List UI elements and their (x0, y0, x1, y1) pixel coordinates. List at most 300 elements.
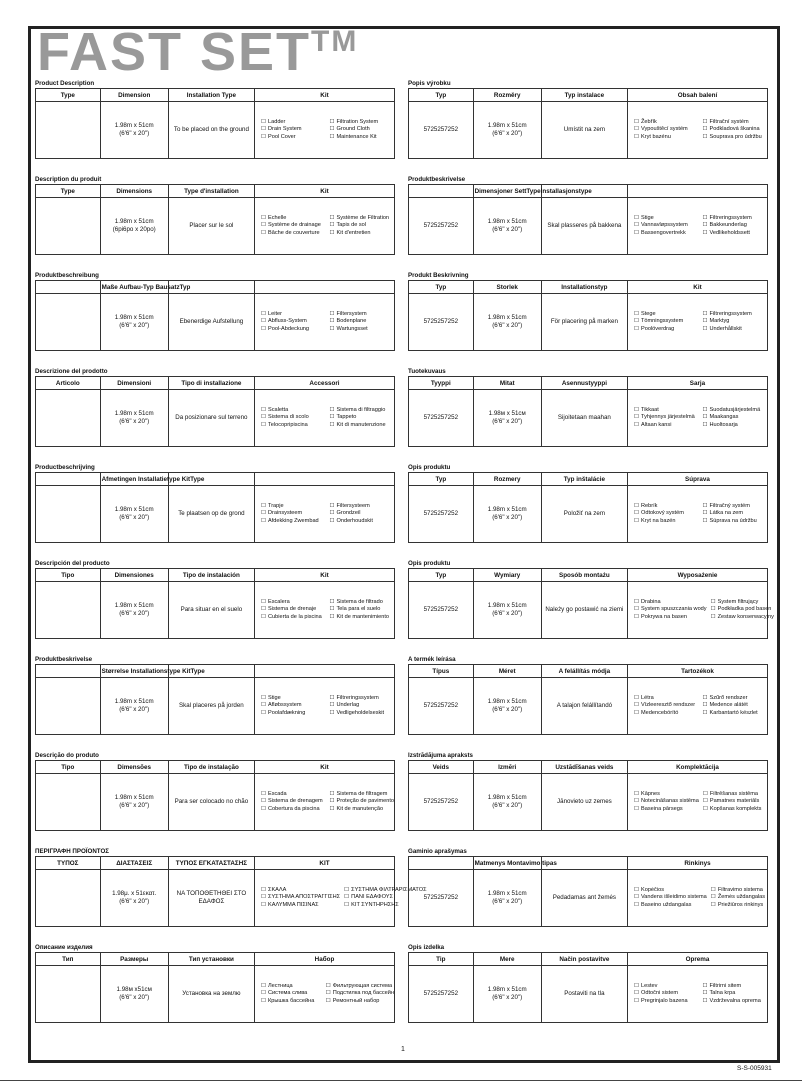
block-heading: ΠΕΡΙΓΡΑΦΗ ΠΡΟΪΟΝΤΟΣ (35, 848, 109, 855)
kit-item: ☐ Baseino uždangalas (634, 902, 707, 909)
kit-item: ☐ Telocopripiscina (261, 422, 326, 429)
installation-cell: Para situar en el suelo (168, 582, 254, 639)
column-header (254, 281, 394, 294)
product-block (408, 655, 768, 751)
header-row (36, 89, 395, 102)
kit-cell (254, 486, 394, 543)
kit-item: ☐ Подстилка под бассейн (326, 990, 394, 997)
kit-item: ☐ Medencebórító (634, 710, 699, 717)
table-row (36, 870, 395, 927)
table-row (409, 870, 768, 927)
kit-item: ☐ Odtokový systém (634, 510, 699, 517)
header-row (409, 857, 768, 870)
kit-cell (627, 870, 767, 927)
kit-item: ☐ Sistema di scolo (261, 414, 326, 421)
product-table (408, 664, 768, 735)
header-row (36, 473, 395, 486)
product-table (35, 664, 395, 735)
kit-item: ☐ Kit de mantenimiento (329, 614, 394, 621)
type-cell (36, 774, 101, 831)
kit-item: ☐ Proteção de pavimento (329, 798, 394, 805)
dimension-metric: 1.98μ. x 51εκατ. (112, 890, 157, 898)
kit-cell (627, 486, 767, 543)
dimension-metric: 1.98m x 51cm (114, 602, 154, 610)
kit-item: ☐ Drain System (261, 126, 326, 133)
product-table (408, 472, 768, 543)
table-row (409, 966, 768, 1023)
product-block (35, 175, 395, 271)
kit-cell (254, 582, 394, 639)
kit-item: ☐ Souprava pro údržbu (702, 134, 767, 141)
document-frame (28, 22, 780, 1063)
column-header: Sarja (627, 377, 767, 390)
document-title: FAST SET™ (37, 22, 359, 82)
dimension-metric: 1.98m x 51cm (114, 410, 154, 418)
dimension-imperial: (6'6" x 20") (119, 706, 150, 713)
header-row (409, 185, 768, 198)
product-table (408, 184, 768, 255)
column-header (409, 857, 474, 870)
kit-cell (627, 678, 767, 735)
product-table (408, 376, 768, 447)
kit-item: ☐ Bassengovertrekk (634, 230, 699, 237)
kit-cell (254, 678, 394, 735)
column-header: Tipo de instalación (168, 569, 254, 582)
table-row (409, 486, 768, 543)
dimension-metric: 1.98m x 51cm (114, 122, 154, 130)
table-row (409, 102, 768, 159)
column-header (254, 665, 394, 678)
table-row (409, 390, 768, 447)
kit-item: ☐ Vypouštěcí systém (634, 126, 699, 133)
block-heading: Produktbeskrivelse (35, 656, 93, 663)
product-table (35, 184, 395, 255)
product-table (35, 88, 395, 159)
type-cell: 5725257252 (409, 390, 474, 447)
column-header: Afmetingen Installatietype KitType (100, 473, 168, 486)
block-heading: Popis výrobku (408, 80, 451, 87)
type-cell (36, 390, 101, 447)
column-header: A felállítás módja (541, 665, 627, 678)
column-header: Tartozékok (627, 665, 767, 678)
product-table (35, 568, 395, 639)
product-block (35, 367, 395, 463)
dimension-imperial: (6'6" x 20") (119, 898, 150, 905)
dimension-cell (473, 198, 541, 255)
header-row (36, 857, 395, 870)
column-header (36, 665, 101, 678)
dimension-cell (100, 390, 168, 447)
kit-item: ☐ Kopšanas komplekts (703, 806, 767, 813)
type-cell: 5725257252 (409, 678, 474, 735)
kit-item: ☐ Onderhoudskit (329, 518, 394, 525)
block-heading: Descrizione del prodotto (35, 368, 108, 375)
kit-item: ☐ Filtrēšanas sistēma (703, 791, 767, 798)
type-cell: 5725257252 (409, 486, 474, 543)
block-heading: Produkt Beskrivning (408, 272, 469, 279)
kit-item: ☐ Vedligeholdelseskit (329, 710, 394, 717)
column-header: Type (36, 185, 101, 198)
column-header: Typ inštalácie (541, 473, 627, 486)
type-cell (36, 678, 101, 735)
kit-item: ☐ Крышка бассейна (261, 998, 322, 1005)
column-header: Mere (473, 953, 541, 966)
kit-item: ☐ Scaletta (261, 407, 326, 414)
kit-item: ☐ Kit d'entretien (329, 230, 394, 237)
dimension-imperial: (6'6" x 20") (119, 418, 150, 425)
header-row (36, 665, 395, 678)
dimension-imperial: (6'6" x 20") (492, 322, 523, 329)
column-header: Sposób montażu (541, 569, 627, 582)
block-heading: Opis produktu (408, 560, 451, 567)
product-table (35, 280, 395, 351)
kit-item: ☐ ΣΚΑΛΑ (261, 887, 340, 894)
type-cell: 5725257252 (409, 870, 474, 927)
product-block (35, 79, 395, 175)
column-header: Kit (254, 569, 394, 582)
column-header: Matmenys Montavimo tipas (473, 857, 541, 870)
column-header: Type d'installation (168, 185, 254, 198)
dimension-cell (100, 102, 168, 159)
kit-cell (627, 390, 767, 447)
dimension-metric: 1.98m x 51cm (114, 698, 154, 706)
kit-item: ☐ Notecināšanas sistēma (634, 798, 699, 805)
kit-item: ☐ Altaan kansi (634, 422, 699, 429)
kit-cell (254, 390, 394, 447)
installation-cell: Postaviti na tla (541, 966, 627, 1023)
product-block (408, 271, 768, 367)
trademark: TM (311, 25, 359, 58)
column-header: Размеры (100, 953, 168, 966)
installation-cell: För placering på marken (541, 294, 627, 351)
type-cell: 5725257252 (409, 966, 474, 1023)
column-header: Rozmery (473, 473, 541, 486)
dimension-metric: 1.98m x 51cm (114, 314, 154, 322)
product-block (35, 655, 395, 751)
kit-item: ☐ Kit de manutenção (329, 806, 394, 813)
installation-cell: Skal placeres på jorden (168, 678, 254, 735)
kit-item: ☐ Kopėčios (634, 887, 707, 894)
kit-item: ☐ Lestev (634, 983, 699, 990)
column-header: Súprava (627, 473, 767, 486)
kit-item: ☐ System filtrujący (711, 599, 774, 606)
column-header: Dimensioni (100, 377, 168, 390)
block-heading: Productbeschrijving (35, 464, 95, 471)
type-cell (36, 870, 101, 927)
kit-item: ☐ Pregrinjalo bazena (634, 998, 699, 1005)
type-cell (36, 486, 101, 543)
column-header: Rinkinys (627, 857, 767, 870)
table-row (409, 774, 768, 831)
kit-item: ☐ Ladder (261, 119, 326, 126)
kit-item: ☐ ΣΥΣΤΗΜΑ ΑΠΟΣΤΡΑΓΓΙΣΗΣ (261, 894, 340, 901)
kit-item: ☐ Tömningssystem (634, 318, 699, 325)
column-header (254, 473, 394, 486)
column-header: Typ instalace (541, 89, 627, 102)
header-row (36, 761, 395, 774)
kit-cell (627, 102, 767, 159)
dimension-imperial: (6pi6po x 20po) (112, 226, 156, 233)
column-header: ΔΙΑΣΤΑΣΕΙΣ (100, 857, 168, 870)
column-header: Størrelse Installationstype KitType (100, 665, 168, 678)
kit-item: ☐ Underhållskit (702, 326, 767, 333)
kit-item: ☐ Filtreringssystem (702, 215, 767, 222)
kit-item: ☐ Sistema de drenagem (261, 798, 325, 805)
kit-item: ☐ ΣΥΣΤΗΜΑ ΦΙΛΤΡΑΡΙΣΜΑΤΟΣ (344, 887, 426, 894)
type-cell (36, 966, 101, 1023)
column-header: Wyposażenie (627, 569, 767, 582)
column-header (36, 281, 101, 294)
installation-cell: ΝΑ ΤΟΠΟΘΕΤΗΘΕΙ ΣΤΟ ΕΔΑΦΟΣ (168, 870, 254, 927)
column-header: Тип установки (168, 953, 254, 966)
column-header: Típus (409, 665, 474, 678)
document-code: S-S-005931 (737, 1065, 772, 1072)
column-header: Tipo de instalação (168, 761, 254, 774)
table-row (409, 198, 768, 255)
column-header: Tipo di installazione (168, 377, 254, 390)
dimension-metric: 1.98m x 51cm (487, 890, 527, 898)
kit-item: ☐ Filtreringssystem (329, 695, 394, 702)
block-heading: Opis izdelka (408, 944, 445, 951)
dimension-imperial: (6'6" x 20") (492, 226, 523, 233)
column-header: Набор (254, 953, 394, 966)
kit-item: ☐ Stige (634, 215, 699, 222)
dimension-metric: 1.98m x 51cm (487, 314, 527, 322)
dimension-cell (100, 486, 168, 543)
dimension-cell (100, 870, 168, 927)
table-row (409, 678, 768, 735)
column-header: Articolo (36, 377, 101, 390)
dimension-cell (100, 966, 168, 1023)
product-table (408, 88, 768, 159)
dimension-metric: 1.98m x 51cm (114, 506, 154, 514)
column-header: Tipo (36, 569, 101, 582)
product-table (408, 280, 768, 351)
column-header: Dimensões (100, 761, 168, 774)
dimension-imperial: (6'6" x 20") (119, 802, 150, 809)
installation-cell: Jānovieto uz zemes (541, 774, 627, 831)
dimension-metric: 1.98m x 51cm (114, 218, 154, 226)
column-header: Typ (409, 569, 474, 582)
kit-item: ☐ Ground Cloth (329, 126, 394, 133)
kit-item: ☐ Žemės uždangalas (711, 894, 767, 901)
kit-item: ☐ ΠΑΝΙ ΕΔΑΦΟΥΣ (344, 894, 426, 901)
column-header: Dimensiones (100, 569, 168, 582)
installation-cell: Skal plasseres på bakkena (541, 198, 627, 255)
kit-item: ☐ Odtočni sistem (634, 990, 699, 997)
dimension-cell (473, 582, 541, 639)
kit-item: ☐ Filtrirni sitem (702, 983, 767, 990)
product-block (408, 79, 768, 175)
kit-item: ☐ Žebřík (634, 119, 699, 126)
kit-cell (627, 774, 767, 831)
kit-item: ☐ Filtration System (329, 119, 394, 126)
dimension-imperial: (6'6" x 20") (492, 610, 523, 617)
kit-item: ☐ Marktyg (702, 318, 767, 325)
dimension-cell (473, 390, 541, 447)
block-heading: Tuotekuvaus (408, 368, 446, 375)
kit-item: ☐ Фильтрующая система (326, 983, 394, 990)
header-row (409, 89, 768, 102)
kit-item: ☐ Ремонтный набор (326, 998, 394, 1005)
kit-item: ☐ Látka na zem (702, 510, 767, 517)
product-table (35, 856, 427, 927)
kit-cell (627, 582, 774, 639)
kit-item: ☐ Leiter (261, 311, 326, 318)
kit-item: ☐ Système de drainage (261, 222, 326, 229)
product-table (408, 952, 768, 1023)
dimension-metric: 1.98м x 51cм (488, 410, 526, 418)
installation-cell: Položiť na zem (541, 486, 627, 543)
kit-item: ☐ Poolafdækning (261, 710, 326, 717)
table-row (36, 390, 395, 447)
product-block (35, 463, 395, 559)
kit-item: ☐ Tela para el suelo (329, 606, 394, 613)
column-header: Komplektācija (627, 761, 767, 774)
column-header: Installationstyp (541, 281, 627, 294)
block-heading: Descrição do produto (35, 752, 99, 759)
kit-cell (254, 966, 394, 1023)
column-header: Tyyppi (409, 377, 474, 390)
product-block (408, 559, 774, 655)
kit-item: ☐ Kāpnes (634, 791, 699, 798)
header-row (36, 953, 395, 966)
column-header: Type (36, 89, 101, 102)
dimension-cell (100, 198, 168, 255)
kit-item: ☐ Filtreringssystem (702, 311, 767, 318)
column-header: Tip (409, 953, 474, 966)
kit-item: ☐ Trapje (261, 503, 326, 510)
kit-item: ☐ Vedlikeholdssett (702, 230, 767, 237)
kit-item: ☐ Filtersystem (329, 311, 394, 318)
column-header: ΤΥΠΟΣ (36, 857, 101, 870)
header-row (409, 281, 768, 294)
kit-item: ☐ Vannavløpssystem (634, 222, 699, 229)
kit-item: ☐ System spuszczania wody (634, 606, 707, 613)
kit-item: ☐ Suodatusjärjestelmä (702, 407, 767, 414)
kit-item: ☐ Echelle (261, 215, 326, 222)
block-heading: Opis produktu (408, 464, 451, 471)
block-heading: Descripción del producto (35, 560, 110, 567)
dimension-cell (100, 294, 168, 351)
installation-cell: A talajon felállítandó (541, 678, 627, 735)
installation-cell: Należy go postawić na ziemi (541, 582, 627, 639)
kit-item: ☐ Система слива (261, 990, 322, 997)
column-header: Oprema (627, 953, 767, 966)
kit-item: ☐ Filtrační systém (702, 119, 767, 126)
kit-item: ☐ Filtračný systém (702, 503, 767, 510)
right-column (408, 79, 774, 1039)
kit-item: ☐ Poolöverdrag (634, 326, 699, 333)
kit-item: ☐ Wartungsset (329, 326, 394, 333)
column-header: Kit (627, 281, 767, 294)
column-header (627, 185, 767, 198)
page-number: 1 (401, 1046, 405, 1053)
column-header: Typ (409, 89, 474, 102)
dimension-metric: 1.98m x 51cm (487, 218, 527, 226)
installation-cell: Para ser colocado no chão (168, 774, 254, 831)
dimension-imperial: (6'6" x 20") (119, 610, 150, 617)
dimension-cell (100, 582, 168, 639)
kit-item: ☐ Baseina pārsegs (634, 806, 699, 813)
dimension-metric: 1.98m x 51cm (114, 794, 154, 802)
dimension-cell (473, 774, 541, 831)
block-heading: Produktbeschreibung (35, 272, 99, 279)
kit-item: ☐ Huoltosarja (702, 422, 767, 429)
header-row (409, 473, 768, 486)
product-table (35, 376, 395, 447)
kit-item: ☐ Filtersysteem (329, 503, 394, 510)
kit-item: ☐ Podkładka pod basen (711, 606, 774, 613)
column-header: Тип (36, 953, 101, 966)
column-header: Méret (473, 665, 541, 678)
kit-item: ☐ Underlag (329, 702, 394, 709)
dimension-imperial: (6'6" x 20") (492, 130, 523, 137)
dimension-metric: 1.98m x 51cm (487, 602, 527, 610)
dimension-cell (100, 678, 168, 735)
installation-cell: Ebenerdige Aufstellung (168, 294, 254, 351)
kit-cell (254, 774, 394, 831)
table-row (36, 486, 395, 543)
product-block (408, 847, 768, 943)
kit-item: ☐ Stege (634, 311, 699, 318)
product-table (408, 856, 768, 927)
table-row (36, 294, 395, 351)
installation-cell: Umístit na zem (541, 102, 627, 159)
installation-cell: Placer sur le sol (168, 198, 254, 255)
kit-cell (627, 294, 767, 351)
product-block (35, 943, 395, 1039)
kit-item: ☐ Maakangas (702, 414, 767, 421)
table-row (36, 678, 395, 735)
dimension-imperial: (6'6" x 20") (492, 706, 523, 713)
dimension-imperial: (6'6" x 20") (492, 514, 523, 521)
header-row (409, 665, 768, 678)
kit-item: ☐ Drabina (634, 599, 707, 606)
header-row (409, 953, 768, 966)
dimension-imperial: (6'6" x 20") (119, 130, 150, 137)
product-block (408, 463, 768, 559)
kit-item: ☐ Tapis de sol (329, 222, 394, 229)
table-row (409, 582, 768, 639)
product-table (35, 760, 395, 831)
product-block (35, 847, 427, 943)
kit-cell (627, 966, 767, 1023)
dimension-metric: 1.98m x 51cm (487, 794, 527, 802)
dimension-cell (473, 966, 541, 1023)
dimension-metric: 1.98m x 51cm (487, 122, 527, 130)
kit-item: ☐ Vandens išleidimo sistema (634, 894, 707, 901)
dimension-imperial: (6'6" x 20") (119, 514, 150, 521)
column-header: Accessori (254, 377, 394, 390)
kit-item: ☐ Grondzeil (329, 510, 394, 517)
kit-item: ☐ Súprava na údržbu (702, 518, 767, 525)
column-header: Maße Aufbau-Typ BausatzTyp (100, 281, 168, 294)
column-header: Uzstādīšanas veids (541, 761, 627, 774)
kit-item: ☐ Drainsysteem (261, 510, 326, 517)
kit-item: ☐ Afdekking Zwembad (261, 518, 326, 525)
column-header (409, 185, 474, 198)
column-header: Kit (254, 761, 394, 774)
dimension-imperial: (6'6" x 20") (492, 898, 523, 905)
column-header: ΤΥΠΟΣ ΕΓΚΑΤΑΣΤΑΣΗΣ (168, 857, 254, 870)
kit-item: ☐ ΚΑΛΥΜΜΑ ΠΙΣΙΝΑΣ (261, 902, 340, 909)
table-row (36, 102, 395, 159)
type-cell: 5725257252 (409, 102, 474, 159)
installation-cell: Pedadamas ant žemės (541, 870, 627, 927)
kit-item: ☐ Stige (261, 695, 326, 702)
kit-item: ☐ Filtravimo sistema (711, 887, 767, 894)
